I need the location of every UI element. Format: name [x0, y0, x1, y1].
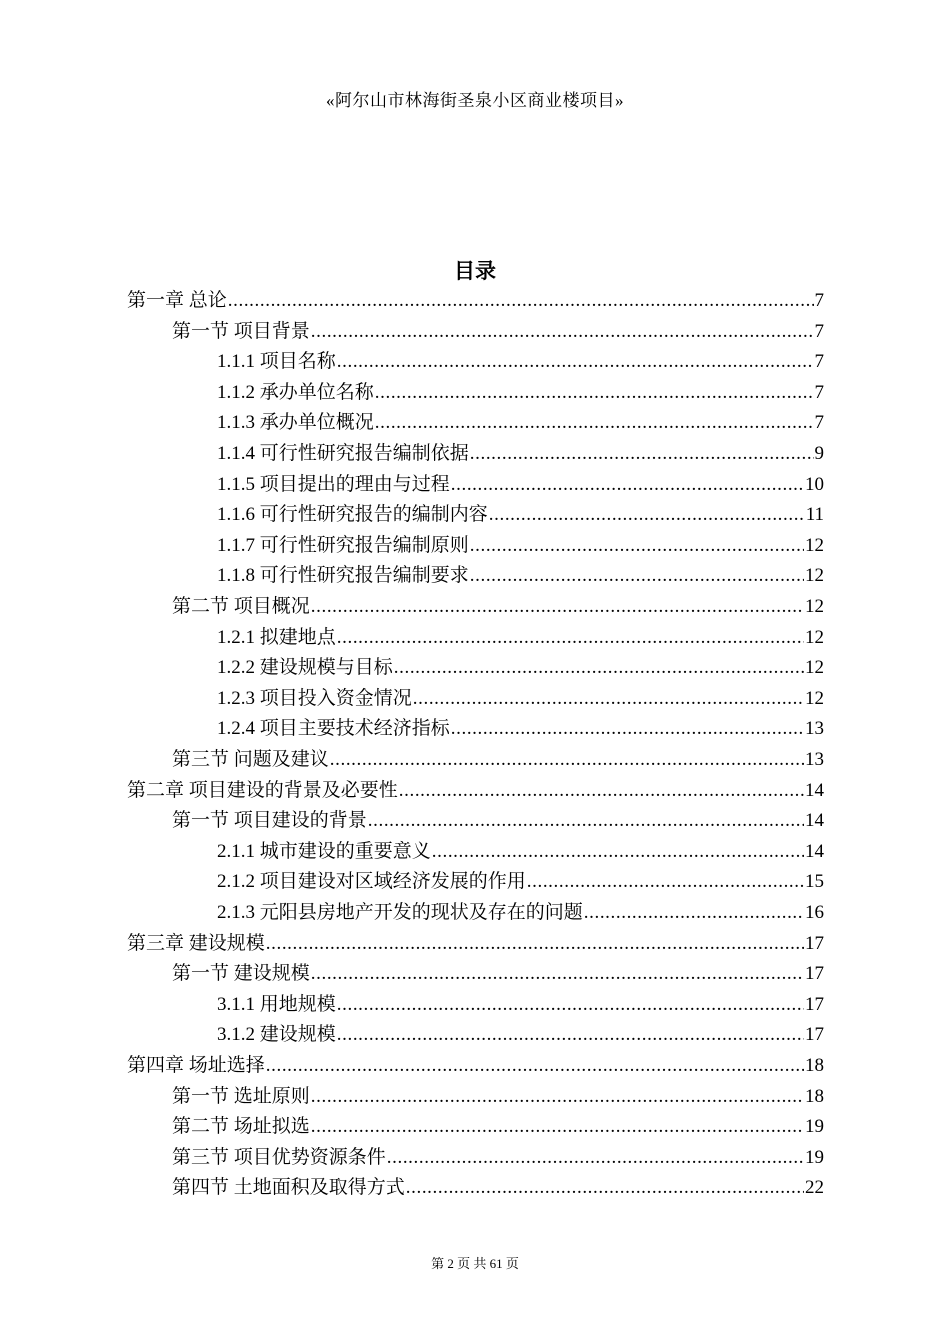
toc-entry-label: 1.1.3 承办单位概况	[217, 412, 374, 434]
toc-entry-label: 第二节 项目概况	[172, 596, 310, 617]
toc-entry-page-number: 7	[814, 290, 824, 311]
toc-leader-dots	[311, 959, 804, 989]
toc-entry-label: 1.1.4 可行性研究报告编制依据	[217, 443, 469, 464]
toc-leader-dots	[368, 806, 804, 836]
toc-entry[interactable]	[217, 867, 824, 897]
toc-entry-page-number: 7	[814, 412, 824, 434]
toc-leader-dots	[375, 378, 814, 408]
toc-entry-label: 1.1.8 可行性研究报告编制要求	[217, 565, 469, 587]
toc-entry[interactable]	[217, 837, 824, 867]
toc-leader-dots	[413, 684, 804, 714]
toc-entry-page-number: 7	[814, 351, 824, 373]
toc-leader-dots	[406, 1173, 804, 1203]
toc-leader-dots	[266, 929, 804, 959]
toc-entry-page-number: 7	[814, 381, 824, 403]
toc-leader-dots	[432, 837, 804, 867]
toc-entry-page-number: 15	[805, 871, 824, 893]
toc-leader-dots	[337, 1020, 804, 1050]
toc-entry-label: 1.1.1 项目名称	[217, 351, 336, 373]
toc-entry[interactable]	[217, 500, 824, 530]
toc-entry-label: 1.1.2 承办单位名称	[217, 381, 374, 403]
toc-entry[interactable]	[217, 378, 824, 408]
toc-entry-label: 1.1.7 可行性研究报告编制原则	[217, 534, 469, 556]
toc-entry-page-number: 17	[805, 993, 824, 1015]
toc-entry[interactable]	[127, 776, 824, 806]
toc-entry[interactable]	[217, 990, 824, 1020]
toc-leader-dots	[527, 867, 804, 897]
toc-entry-label: 1.1.6 可行性研究报告的编制内容	[217, 504, 488, 526]
toc-title: 目录	[454, 259, 496, 283]
toc-entry[interactable]	[217, 684, 824, 714]
toc-leader-dots	[330, 745, 804, 775]
toc-entry-label: 第三章 建设规模	[127, 932, 265, 954]
toc-entry-label: 第四章 场址选择	[127, 1055, 265, 1076]
toc-leader-dots	[451, 470, 804, 500]
toc-entry[interactable]	[172, 806, 824, 836]
document-header: «阿尔山市林海街圣泉小区商业楼项目»	[326, 91, 624, 110]
toc-entry-label: 第二节 场址拟选	[172, 1116, 310, 1138]
toc-entry-label: 1.2.4 项目主要技术经济指标	[217, 718, 450, 740]
toc-entry[interactable]	[127, 1051, 824, 1081]
toc-entry-page-number: 17	[805, 1024, 824, 1046]
toc-leader-dots	[584, 898, 804, 928]
toc-entry-label: 1.2.3 项目投入资金情况	[217, 687, 412, 709]
toc-entry-label: 第一节 项目背景	[172, 320, 310, 342]
toc-entry[interactable]	[217, 531, 824, 561]
toc-entry-page-number: 14	[805, 779, 824, 801]
toc-leader-dots	[311, 592, 804, 622]
toc-leader-dots	[311, 317, 814, 347]
toc-leader-dots	[451, 714, 804, 744]
toc-leader-dots	[375, 408, 814, 438]
toc-entry[interactable]	[172, 745, 824, 775]
toc-entry-label: 第四节 土地面积及取得方式	[172, 1177, 405, 1199]
toc-entry-label: 3.1.1 用地规模	[217, 993, 336, 1015]
toc-entry-label: 2.1.3 元阳县房地产开发的现状及存在的问题	[217, 902, 583, 923]
toc-entry-label: 第三节 问题及建议	[172, 749, 329, 770]
toc-entry-page-number: 12	[805, 657, 824, 679]
toc-entry-label: 1.2.2 建设规模与目标	[217, 657, 393, 679]
toc-entry-page-number: 19	[805, 1116, 824, 1138]
toc-entry-label: 2.1.2 项目建设对区域经济发展的作用	[217, 871, 526, 893]
toc-entry-label: 1.2.1 拟建地点	[217, 626, 336, 648]
toc-entry[interactable]	[217, 1020, 824, 1050]
toc-leader-dots	[337, 347, 814, 377]
toc-leader-dots	[470, 531, 804, 561]
toc-entry-label: 第一节 项目建设的背景	[172, 810, 367, 832]
toc-entry-page-number: 10	[805, 473, 824, 495]
toc-entry[interactable]	[217, 898, 824, 928]
toc-entry-page-number: 12	[805, 534, 824, 556]
toc-entry-label: 2.1.1 城市建设的重要意义	[217, 840, 431, 862]
toc-entry[interactable]	[217, 347, 824, 377]
toc-entry-page-number: 7	[814, 320, 824, 342]
toc-entry-page-number: 17	[805, 932, 824, 954]
toc-leader-dots	[394, 653, 804, 683]
toc-entry-label: 第一节 建设规模	[172, 963, 310, 985]
toc-leader-dots	[470, 439, 814, 469]
toc-entry[interactable]	[127, 286, 824, 316]
toc-entry-page-number: 14	[805, 840, 824, 862]
toc-entry-page-number: 22	[805, 1177, 824, 1199]
toc-entry[interactable]	[217, 653, 824, 683]
toc-entry-page-number: 19	[805, 1146, 824, 1168]
toc-entry[interactable]	[172, 1173, 824, 1203]
toc-entry[interactable]	[217, 561, 824, 591]
toc-leader-dots	[337, 990, 804, 1020]
page-footer: 第 2 页 共 61 页	[431, 1256, 519, 1271]
toc-entry-page-number: 13	[805, 749, 824, 770]
toc-leader-dots	[337, 623, 804, 653]
toc-entry-page-number: 13	[805, 718, 824, 740]
toc-entry[interactable]	[217, 470, 824, 500]
toc-entry-page-number: 18	[805, 1055, 824, 1076]
toc-entry-page-number: 9	[814, 443, 824, 464]
toc-entry[interactable]	[217, 439, 824, 469]
toc-leader-dots	[399, 776, 804, 806]
toc-entry-page-number: 12	[805, 565, 824, 587]
toc-entry-page-number: 18	[805, 1085, 824, 1107]
toc-entry-label: 第二章 项目建设的背景及必要性	[127, 779, 398, 801]
toc-entry[interactable]	[127, 929, 824, 959]
toc-entry[interactable]	[172, 1112, 824, 1142]
toc-entry-label: 1.1.5 项目提出的理由与过程	[217, 473, 450, 495]
toc-leader-dots	[489, 500, 805, 530]
toc-entry-page-number: 17	[805, 963, 824, 985]
toc-leader-dots	[228, 286, 814, 316]
toc-entry[interactable]	[217, 408, 824, 438]
toc-entry[interactable]	[217, 623, 824, 653]
toc-entry[interactable]	[172, 592, 824, 622]
toc-leader-dots	[470, 561, 804, 591]
toc-entry[interactable]	[172, 1082, 824, 1112]
toc-entry-label: 第三节 项目优势资源条件	[172, 1146, 386, 1168]
toc-entry-label: 3.1.2 建设规模	[217, 1024, 336, 1046]
toc-entry-page-number: 12	[805, 596, 824, 617]
toc-entry-label: 第一节 选址原则	[172, 1085, 310, 1107]
toc-entry-page-number: 11	[805, 504, 824, 526]
toc-leader-dots	[266, 1051, 804, 1081]
toc-entry-page-number: 12	[805, 687, 824, 709]
toc-entry[interactable]	[172, 959, 824, 989]
toc-entry[interactable]	[172, 1143, 824, 1173]
toc-entry[interactable]	[217, 714, 824, 744]
toc-entry-label: 第一章 总论	[127, 290, 227, 311]
toc-entry-page-number: 16	[805, 902, 824, 923]
toc-entry-page-number: 14	[805, 810, 824, 832]
toc-entry[interactable]	[172, 317, 824, 347]
toc-leader-dots	[311, 1112, 804, 1142]
toc-leader-dots	[387, 1143, 804, 1173]
toc-entry-page-number: 12	[805, 626, 824, 648]
toc-leader-dots	[311, 1082, 804, 1112]
